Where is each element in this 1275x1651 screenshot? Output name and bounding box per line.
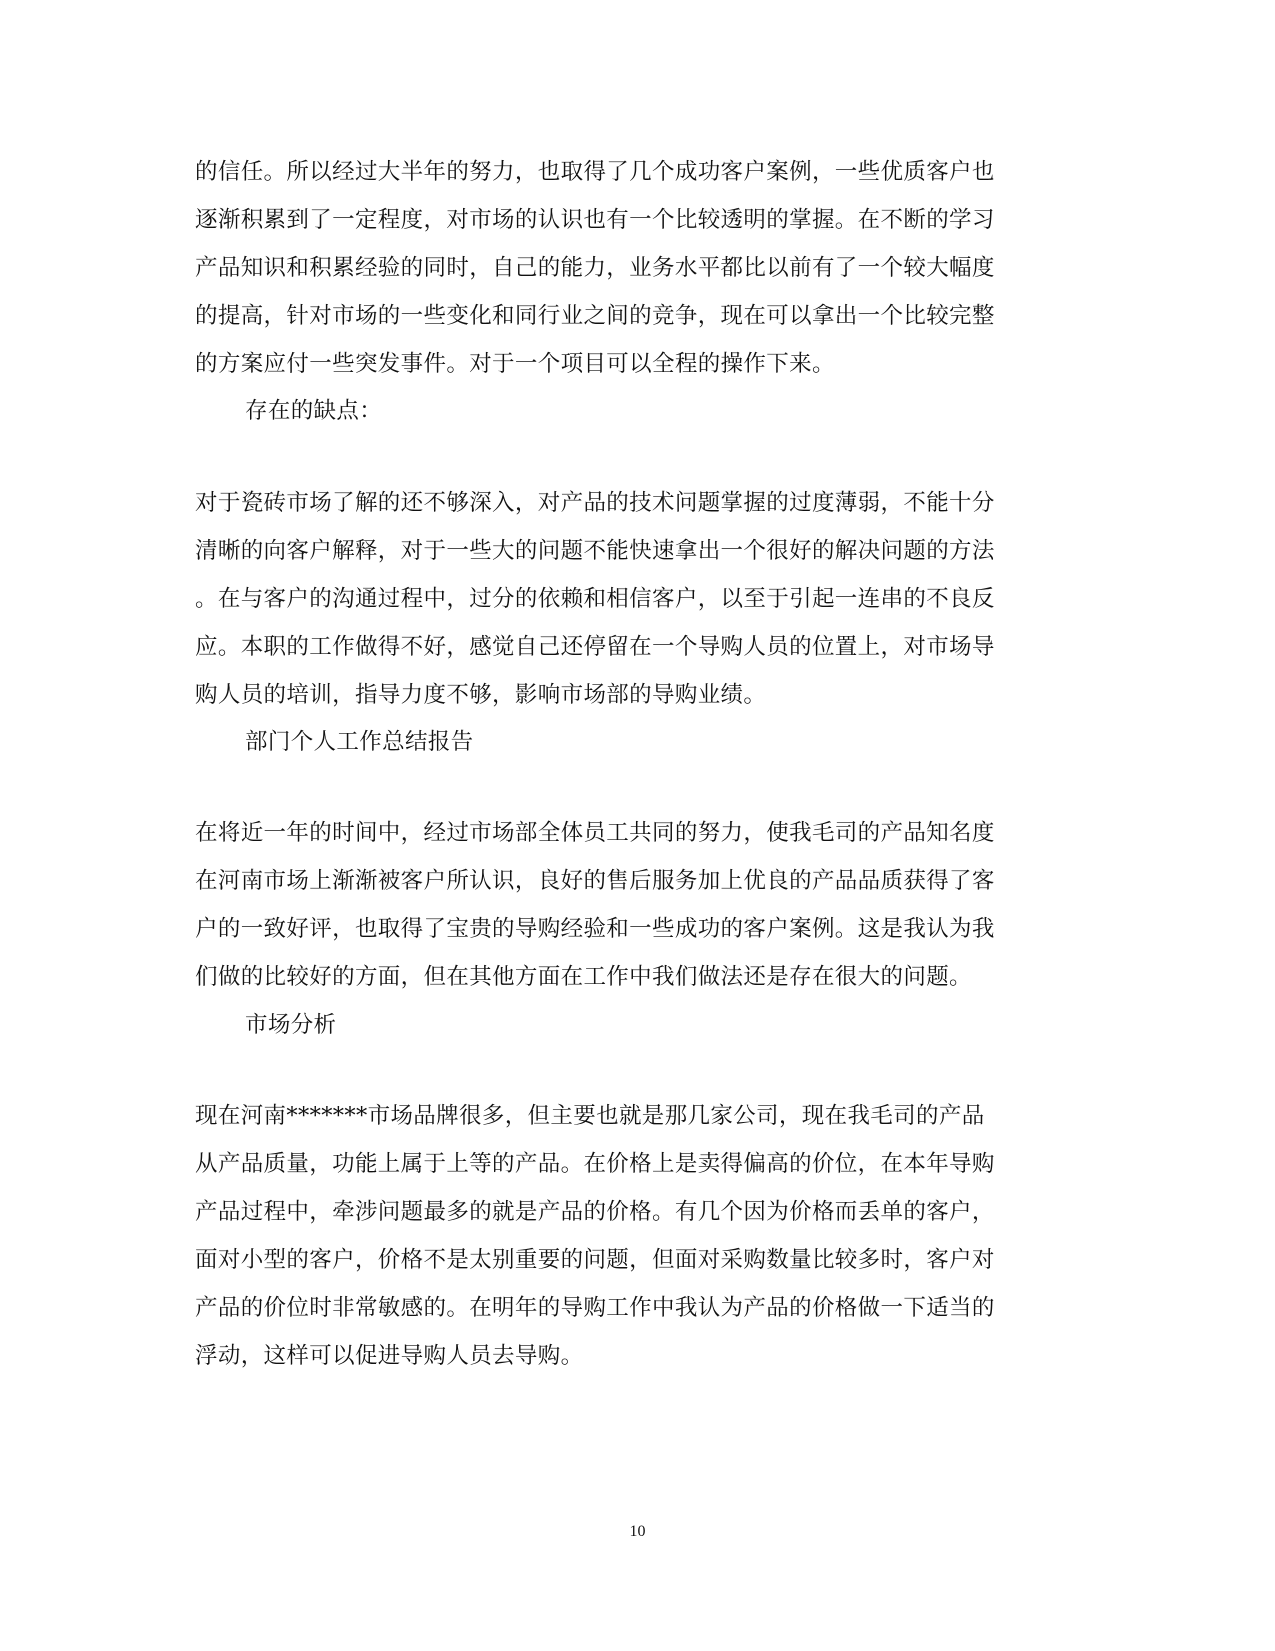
paragraph-line: 的提高，针对市场的一些变化和同行业之间的竞争，现在可以拿出一个比较完整	[195, 303, 995, 329]
paragraph-line: 对于瓷砖市场了解的还不够深入，对产品的技术问题掌握的过度薄弱，不能十分	[195, 490, 995, 516]
paragraph-line: 从产品质量，功能上属于上等的产品。在价格上是卖得偏高的价位，在本年导购	[195, 1151, 995, 1177]
paragraph-line: 产品的价位时非常敏感的。在明年的导购工作中我认为产品的价格做一下适当的	[195, 1295, 995, 1321]
paragraph-line: 们做的比较好的方面，但在其他方面在工作中我们做法还是存在很大的问题。	[195, 964, 972, 990]
paragraph-line: 浮动，这样可以促进导购人员去导购。	[195, 1343, 584, 1369]
paragraph-line: 现在河南*******市场品牌很多，但主要也就是那几家公司，现在我毛司的产品	[195, 1103, 985, 1129]
paragraph-line: 逐渐积累到了一定程度，对市场的认识也有一个比较透明的掌握。在不断的学习	[195, 207, 995, 233]
paragraph-line: 在将近一年的时间中，经过市场部全体员工共同的努力，使我毛司的产品知名度	[195, 820, 995, 846]
paragraph-line: 的信任。所以经过大半年的努力，也取得了几个成功客户案例，一些优质客户也	[195, 159, 995, 185]
paragraph-line: 清晰的向客户解释，对于一些大的问题不能快速拿出一个很好的解决问题的方法	[195, 538, 995, 564]
section-heading: 市场分析	[245, 1012, 337, 1038]
paragraph-line: 的方案应付一些突发事件。对于一个项目可以全程的操作下来。	[195, 351, 835, 377]
section-heading: 存在的缺点：	[245, 398, 383, 424]
section-heading: 部门个人工作总结报告	[245, 729, 474, 755]
paragraph-line: 户的一致好评，也取得了宝贵的导购经验和一些成功的客户案例。这是我认为我	[195, 916, 995, 942]
page-number: 10	[629, 1523, 646, 1540]
paragraph-line: 应。本职的工作做得不好，感觉自己还停留在一个导购人员的位置上，对市场导	[195, 634, 995, 660]
paragraph-line: 购人员的培训，指导力度不够，影响市场部的导购业绩。	[195, 682, 767, 708]
paragraph-line: 面对小型的客户，价格不是太别重要的问题，但面对采购数量比较多时，客户对	[195, 1247, 995, 1273]
paragraph-line: 产品知识和积累经验的同时，自己的能力，业务水平都比以前有了一个较大幅度	[195, 255, 995, 281]
paragraph-line: 产品过程中，牵涉问题最多的就是产品的价格。有几个因为价格而丢单的客户，	[195, 1199, 995, 1225]
paragraph-line: 。在与客户的沟通过程中，过分的依赖和相信客户，以至于引起一连串的不良反	[195, 586, 995, 612]
paragraph-line: 在河南市场上渐渐被客户所认识，良好的售后服务加上优良的产品品质获得了客	[195, 868, 995, 894]
